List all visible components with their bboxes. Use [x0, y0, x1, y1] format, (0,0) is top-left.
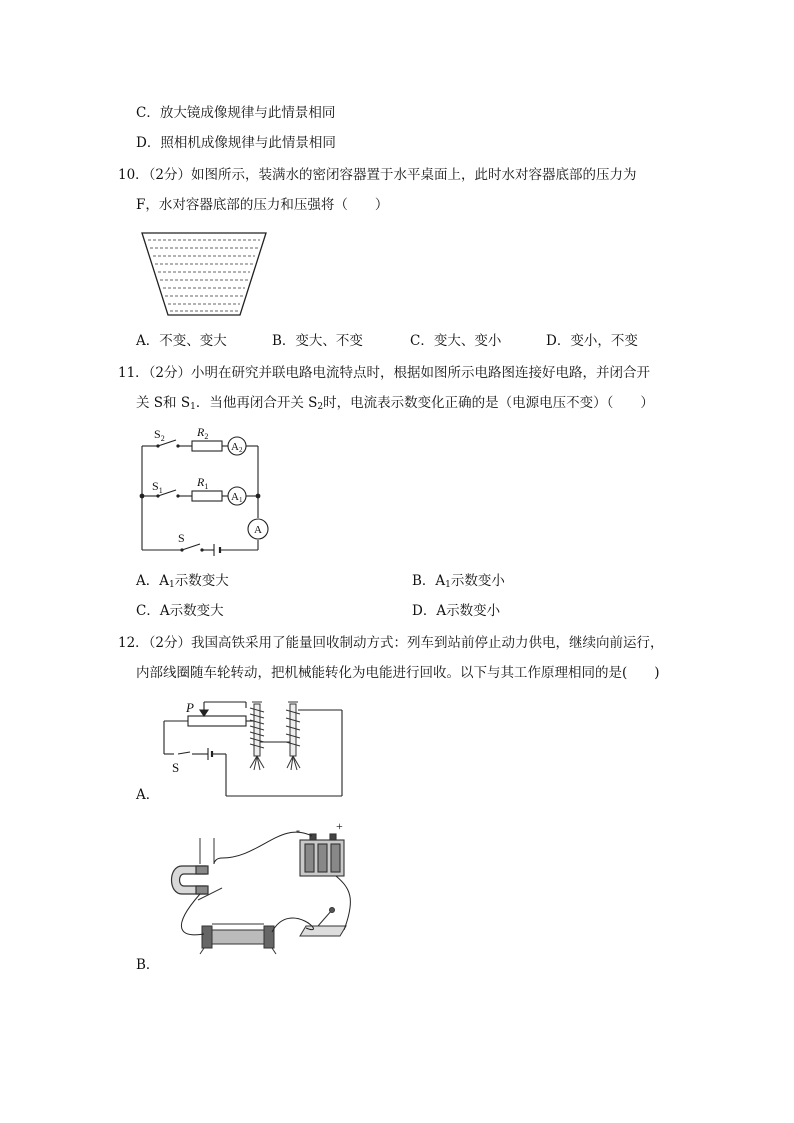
- q11-label-a: A: [254, 524, 262, 536]
- q11-option-b: B．$A_1$示数变小: [412, 573, 505, 590]
- q12-option-a: A．: [136, 787, 160, 803]
- q12-figa-label-p: P: [186, 700, 194, 715]
- q9-option-d: D．照相机成像规律与此情景相同: [136, 135, 336, 151]
- q10-option-a: A．不变、变大: [136, 333, 227, 349]
- q11-label-r2: $R_2$: [197, 425, 209, 441]
- q12-figa-label-s: S: [172, 760, 180, 775]
- q11-label-s2: $S_2$: [154, 427, 165, 443]
- q12-figb-minus: -: [296, 823, 300, 837]
- q10-option-b: B．变大、不变: [272, 333, 363, 349]
- q11-stem-line1: 11．（2分）小明在研究并联电路电流特点时，根据如图所示电路图连接好电路，并闭合开: [118, 365, 651, 381]
- q12-figb-plus: +: [336, 819, 343, 833]
- q11-label-r1: $R_1$: [197, 475, 209, 491]
- q11-label-s: S: [178, 531, 185, 545]
- q11-option-a: A．$A_1$示数变大: [136, 573, 229, 590]
- q11-label-s1: $S_1$: [152, 479, 163, 495]
- q12-stem-line1: 12．（2分）我国高铁采用了能量回收制动方式：列车到站前停止动力供电，继续向前运行，: [118, 635, 664, 651]
- q10-container-figure: [140, 230, 268, 318]
- q11-circuit-diagram: [136, 420, 276, 560]
- q12-figure-a-electromagnets: [160, 698, 346, 800]
- q12-figure-b-motor-apparatus: [160, 818, 356, 968]
- q12-option-b: B．: [136, 957, 160, 973]
- q11-label-a1: A1: [231, 491, 243, 504]
- q12-stem-line2: 内部线圈随车轮转动，把机械能转化为电能进行回收。以下与其工作原理相同的是( ): [136, 665, 660, 681]
- q9-option-c: C．放大镜成像规律与此情景相同: [136, 105, 336, 121]
- q10-stem-line2: F，水对容器底部的压力和压强将（ ）: [136, 197, 389, 213]
- q11-option-d: D．A示数变小: [412, 603, 501, 619]
- q10-option-d: D．变小，不变: [546, 333, 638, 349]
- q11-label-a2: A2: [231, 441, 243, 454]
- q11-option-c: C．A示数变大: [136, 603, 224, 619]
- q10-stem-line1: 10．（2分）如图所示，装满水的密闭容器置于水平桌面上，此时水对容器底部的压力为: [118, 167, 637, 183]
- q10-option-c: C．变大、变小: [410, 333, 502, 349]
- q11-stem-line2: 关 S和 $S_1$．当他再闭合开关 $S_2$时，电流表示数变化正确的是（电源电压不变）（ ）: [136, 395, 654, 412]
